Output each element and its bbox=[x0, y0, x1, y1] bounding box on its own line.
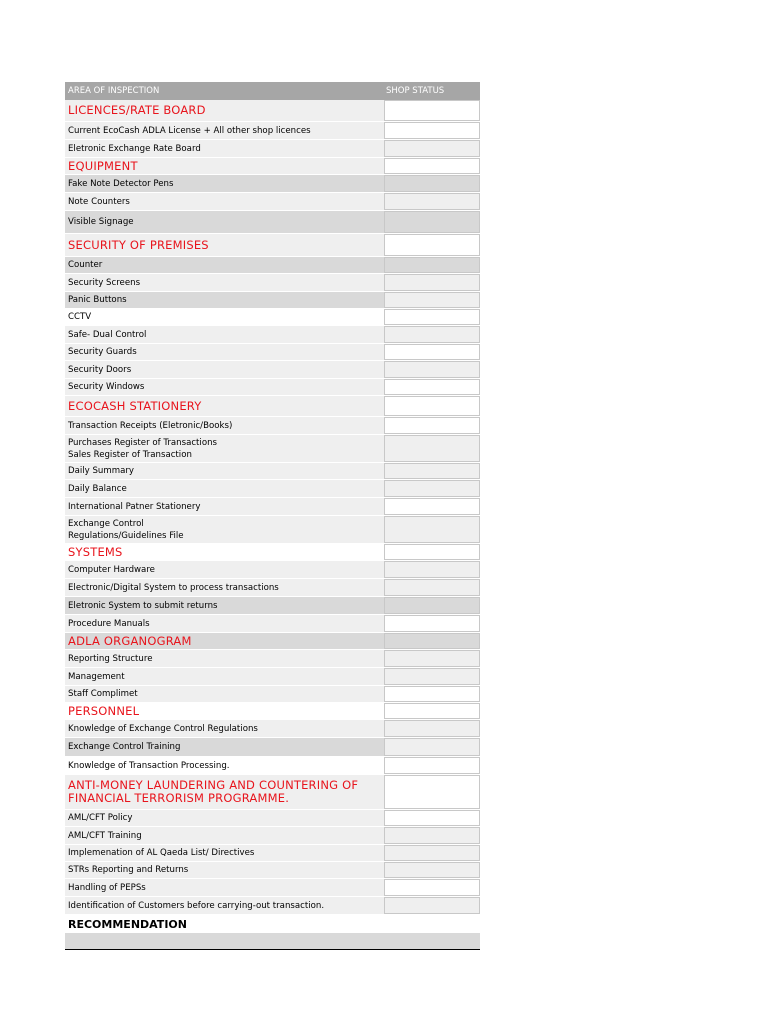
inspection-item-label bbox=[65, 274, 384, 291]
label-line: Computer Hardware bbox=[68, 564, 155, 575]
label-line: Electronic/Digital System to process transactions bbox=[68, 582, 279, 593]
checklist-row bbox=[65, 879, 480, 897]
label-line: Eletronic System to submit returns bbox=[68, 600, 218, 611]
checklist-row bbox=[65, 650, 480, 668]
section-title bbox=[65, 633, 384, 649]
label-line: EQUIPMENT bbox=[68, 158, 138, 173]
shop-status-cell[interactable] bbox=[384, 417, 480, 434]
shop-status-cell[interactable] bbox=[384, 379, 480, 395]
shop-status-cell[interactable] bbox=[384, 344, 480, 360]
label-line: PERSONNEL bbox=[68, 703, 140, 718]
section-header-row bbox=[65, 544, 480, 561]
section-header-row bbox=[65, 396, 480, 417]
checklist-row bbox=[65, 827, 480, 845]
label-line: Security Windows bbox=[68, 382, 145, 392]
shop-status-cell[interactable] bbox=[384, 234, 480, 256]
label-line: Knowledge of Exchange Control Regulations bbox=[68, 723, 258, 734]
section-title bbox=[65, 396, 384, 416]
checklist-row bbox=[65, 379, 480, 396]
header-shop-status: SHOP STATUS bbox=[386, 86, 445, 96]
label-line: Security Guards bbox=[68, 347, 137, 357]
label-line: STRs Reporting and Returns bbox=[68, 865, 189, 875]
shop-status-cell[interactable] bbox=[384, 274, 480, 291]
label-line: SYSTEMS bbox=[68, 544, 123, 559]
inspection-item-label bbox=[65, 122, 384, 139]
shop-status-cell[interactable] bbox=[384, 480, 480, 497]
checklist-row bbox=[65, 597, 480, 615]
inspection-item-label bbox=[65, 379, 384, 395]
shop-status-cell[interactable] bbox=[384, 326, 480, 343]
label-line: Note Counters bbox=[68, 196, 130, 207]
label-line: Staff Complimet bbox=[68, 689, 138, 699]
shop-status-cell[interactable] bbox=[384, 193, 480, 210]
checklist-row bbox=[65, 326, 480, 344]
inspection-item-label bbox=[65, 344, 384, 360]
checklist-row bbox=[65, 175, 480, 193]
inspection-item-label bbox=[65, 827, 384, 844]
inspection-item-label bbox=[65, 668, 384, 685]
inspection-item-label bbox=[65, 463, 384, 479]
checklist-row bbox=[65, 897, 480, 915]
label-line: SECURITY OF PREMISES bbox=[68, 237, 209, 252]
inspection-item-label bbox=[65, 650, 384, 667]
shop-status-cell[interactable] bbox=[384, 435, 480, 462]
shop-status-cell[interactable] bbox=[384, 140, 480, 157]
label-line: Reporting Structure bbox=[68, 653, 153, 664]
inspection-item-label bbox=[65, 738, 384, 756]
label-line: Counter bbox=[68, 260, 103, 270]
shop-status-cell[interactable] bbox=[384, 703, 480, 719]
checklist-row bbox=[65, 193, 480, 211]
shop-status-cell[interactable] bbox=[384, 686, 480, 702]
checklist-row bbox=[65, 845, 480, 862]
shop-status-cell[interactable] bbox=[384, 396, 480, 416]
label-line: Current EcoCash ADLA License + All other shop licences bbox=[68, 125, 311, 136]
shop-status-cell[interactable] bbox=[384, 544, 480, 560]
table-body bbox=[65, 100, 480, 915]
shop-status-cell[interactable] bbox=[384, 579, 480, 596]
shop-status-cell[interactable] bbox=[384, 463, 480, 479]
section-header-row bbox=[65, 234, 480, 257]
checklist-row bbox=[65, 435, 480, 463]
shop-status-cell[interactable] bbox=[384, 650, 480, 667]
label-line: Regulations/Guidelines File bbox=[68, 530, 184, 541]
checklist-row bbox=[65, 417, 480, 435]
label-line: AML/CFT Training bbox=[68, 830, 142, 841]
shop-status-cell[interactable] bbox=[384, 211, 480, 233]
inspection-item-label bbox=[65, 579, 384, 596]
shop-status-cell[interactable] bbox=[384, 668, 480, 685]
shop-status-cell[interactable] bbox=[384, 100, 480, 121]
label-line: Implemenation of AL Qaeda List/ Directives bbox=[68, 848, 255, 858]
inspection-item-label bbox=[65, 193, 384, 210]
checklist-row bbox=[65, 140, 480, 158]
checklist-row bbox=[65, 211, 480, 234]
shop-status-cell[interactable] bbox=[384, 775, 480, 809]
shop-status-cell[interactable] bbox=[384, 361, 480, 378]
shop-status-cell[interactable] bbox=[384, 175, 480, 192]
label-line: Fake Note Detector Pens bbox=[68, 178, 174, 189]
inspection-item-label bbox=[65, 686, 384, 702]
shop-status-cell[interactable] bbox=[384, 810, 480, 826]
recommendation-field[interactable] bbox=[65, 933, 480, 950]
section-title bbox=[65, 775, 384, 809]
inspection-item-label bbox=[65, 757, 384, 774]
inspection-item-label bbox=[65, 309, 384, 325]
inspection-item-label bbox=[65, 361, 384, 378]
checklist-row bbox=[65, 274, 480, 292]
checklist-row bbox=[65, 463, 480, 480]
label-line: CCTV bbox=[68, 312, 92, 322]
shop-status-cell[interactable] bbox=[384, 122, 480, 139]
inspection-item-label bbox=[65, 480, 384, 497]
shop-status-cell[interactable] bbox=[384, 897, 480, 914]
section-title bbox=[65, 544, 384, 560]
checklist-row bbox=[65, 668, 480, 686]
section-title bbox=[65, 703, 384, 719]
shop-status-cell[interactable] bbox=[384, 757, 480, 774]
shop-status-cell[interactable] bbox=[384, 158, 480, 174]
label-line: Daily Balance bbox=[68, 483, 127, 494]
shop-status-cell[interactable] bbox=[384, 862, 480, 878]
checklist-row bbox=[65, 498, 480, 516]
label-line: Sales Register of Transaction bbox=[68, 449, 192, 460]
inspection-item-label bbox=[65, 810, 384, 826]
inspection-item-label bbox=[65, 140, 384, 157]
label-line: Exchange Control bbox=[68, 518, 144, 529]
section-header-row bbox=[65, 633, 480, 650]
inspection-item-label bbox=[65, 561, 384, 578]
label-line: Eletronic Exchange Rate Board bbox=[68, 143, 201, 154]
label-line: Identification of Customers before carrying-out transaction. bbox=[68, 900, 325, 911]
label-line: Security Doors bbox=[68, 364, 132, 375]
inspection-item-label bbox=[65, 897, 384, 914]
shop-status-cell[interactable] bbox=[384, 309, 480, 325]
checklist-row bbox=[65, 257, 480, 274]
inspection-item-label bbox=[65, 326, 384, 343]
shop-status-cell[interactable] bbox=[384, 257, 480, 273]
section-header-row bbox=[65, 158, 480, 175]
recommendation-section bbox=[65, 916, 480, 950]
checklist-row bbox=[65, 757, 480, 775]
label-line: International Patner Stationery bbox=[68, 501, 201, 512]
label-line: ANTI-MONEY LAUNDERING AND COUNTERING OF bbox=[68, 778, 359, 792]
label-line: Management bbox=[68, 671, 125, 682]
table-header bbox=[65, 82, 480, 100]
checklist-row bbox=[65, 122, 480, 140]
checklist-row bbox=[65, 720, 480, 738]
label-line: AML/CFT Policy bbox=[68, 813, 133, 823]
checklist-row bbox=[65, 561, 480, 579]
inspection-item-label bbox=[65, 862, 384, 878]
inspection-item-label bbox=[65, 498, 384, 515]
checklist-row bbox=[65, 686, 480, 703]
checklist-row bbox=[65, 344, 480, 361]
inspection-item-label bbox=[65, 615, 384, 632]
shop-status-cell[interactable] bbox=[384, 827, 480, 844]
inspection-item-label bbox=[65, 435, 384, 462]
shop-status-cell[interactable] bbox=[384, 292, 480, 308]
checklist-row bbox=[65, 480, 480, 498]
label-line: Handling of PEPSs bbox=[68, 882, 146, 893]
inspection-item-label bbox=[65, 516, 384, 543]
label-line: Procedure Manuals bbox=[68, 618, 150, 629]
label-line: ECOCASH STATIONERY bbox=[68, 398, 202, 413]
shop-status-cell[interactable] bbox=[384, 879, 480, 896]
inspection-item-label bbox=[65, 845, 384, 861]
checklist-row bbox=[65, 516, 480, 544]
inspection-item-label bbox=[65, 257, 384, 273]
section-title bbox=[65, 234, 384, 256]
label-line: Daily Summary bbox=[68, 466, 135, 476]
label-line: Purchases Register of Transactions bbox=[68, 437, 218, 448]
label-line: Exchange Control Training bbox=[68, 742, 181, 752]
label-line: FINANCIAL TERRORISM PROGRAMME. bbox=[68, 791, 290, 805]
label-line: Safe- Dual Control bbox=[68, 329, 147, 340]
shop-status-cell[interactable] bbox=[384, 615, 480, 632]
label-line: ADLA ORGANOGRAM bbox=[68, 633, 192, 648]
shop-status-cell[interactable] bbox=[384, 561, 480, 578]
recommendation-title: RECOMMENDATION bbox=[68, 918, 187, 931]
checklist-row bbox=[65, 579, 480, 597]
inspection-table bbox=[65, 82, 480, 915]
section-header-row bbox=[65, 703, 480, 720]
checklist-row bbox=[65, 810, 480, 827]
checklist-row bbox=[65, 292, 480, 309]
label-line: LICENCES/RATE BOARD bbox=[68, 103, 206, 117]
checklist-row bbox=[65, 615, 480, 633]
shop-status-cell[interactable] bbox=[384, 516, 480, 543]
inspection-item-label bbox=[65, 720, 384, 737]
checklist-row bbox=[65, 738, 480, 757]
label-line: Visible Signage bbox=[68, 217, 134, 227]
inspection-item-label bbox=[65, 597, 384, 614]
label-line: Panic Buttons bbox=[68, 295, 127, 305]
section-title bbox=[65, 158, 384, 174]
inspection-item-label bbox=[65, 175, 384, 192]
section-header-row bbox=[65, 775, 480, 810]
shop-status-cell[interactable] bbox=[384, 633, 480, 649]
shop-status-cell[interactable] bbox=[384, 597, 480, 614]
shop-status-cell[interactable] bbox=[384, 845, 480, 861]
shop-status-cell[interactable] bbox=[384, 720, 480, 737]
shop-status-cell[interactable] bbox=[384, 498, 480, 515]
inspection-item-label bbox=[65, 211, 384, 233]
checklist-row bbox=[65, 309, 480, 326]
inspection-item-label bbox=[65, 879, 384, 896]
section-header-row bbox=[65, 100, 480, 122]
section-title bbox=[65, 100, 384, 121]
shop-status-cell[interactable] bbox=[384, 738, 480, 756]
inspection-item-label bbox=[65, 417, 384, 434]
inspection-item-label bbox=[65, 292, 384, 308]
checklist-row bbox=[65, 862, 480, 879]
label-line: Knowledge of Transaction Processing. bbox=[68, 760, 230, 771]
header-area-of-inspection: AREA OF INSPECTION bbox=[68, 86, 160, 96]
label-line: Security Screens bbox=[68, 277, 141, 288]
label-line: Transaction Receipts (Eletronic/Books) bbox=[68, 420, 233, 431]
checklist-row bbox=[65, 361, 480, 379]
